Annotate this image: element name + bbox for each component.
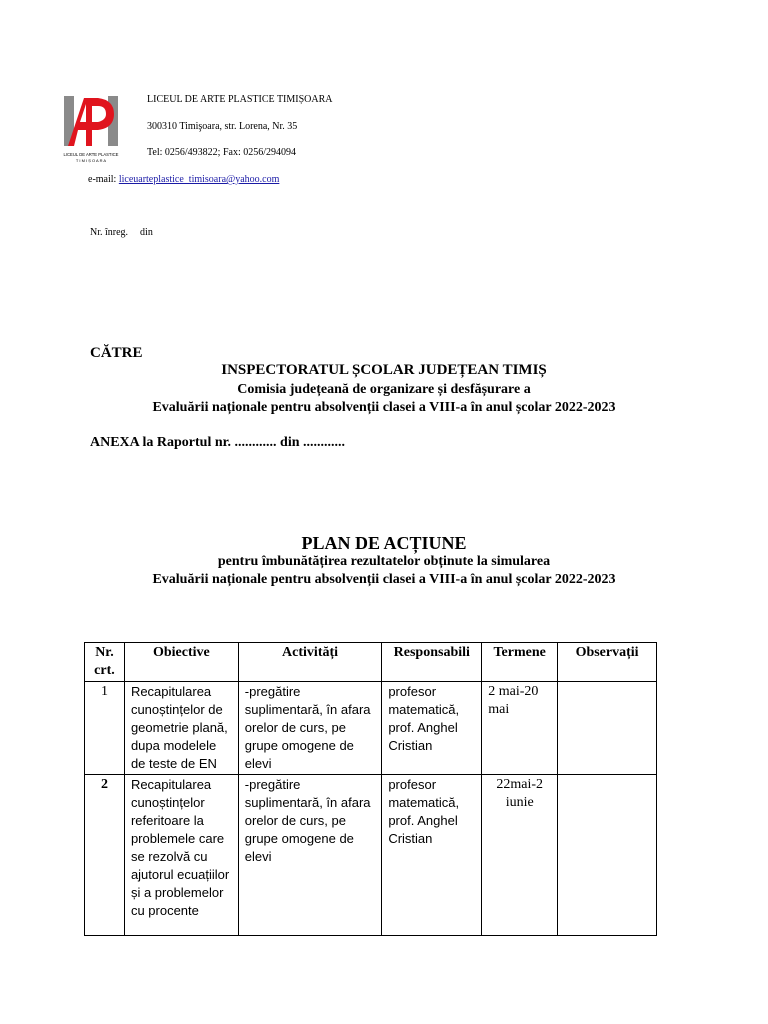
inspectorate-name: INSPECTORATUL ȘCOLAR JUDEȚEAN TIMIȘ (221, 362, 547, 378)
school-name: LICEUL DE ARTE PLASTICE TIMIȘOARA (147, 94, 333, 105)
cell-nr: 1 (85, 682, 125, 775)
registration-from: din (140, 227, 153, 238)
cell-obiective: Recapitularea cunoștințelor de geometrie plană, dupa modelele de teste de EN (124, 682, 238, 775)
plan-subtitle-2: Evaluării naționale pentru absolvenții clasei a VIII-a în anul școlar 2022-2023 (152, 572, 616, 587)
header-responsabili: Responsabili (382, 643, 482, 682)
evaluation-line: Evaluării naționale pentru absolvenții clasei a VIII-a în anul școlar 2022-2023 (152, 400, 616, 415)
header-nr: Nr. crt. (85, 643, 125, 682)
registration-line (90, 227, 153, 238)
logo-text-bottom: T I M I Ș O A R A (75, 158, 107, 163)
header-termene: Termene (482, 643, 558, 682)
table-header-row (85, 643, 657, 682)
commission-line: Comisia județeană de organizare și desfășurare a (237, 382, 531, 397)
school-address: 300310 Timişoara, str. Lorena, Nr. 35 (147, 121, 298, 132)
cell-termene: 2 mai-20 mai (482, 682, 558, 775)
addressee-to: CĂTRE (90, 345, 143, 361)
logo-graphic (62, 92, 120, 164)
school-phone: Tel: 0256/493822; Fax: 0256/294094 (147, 147, 297, 158)
table-row (85, 775, 657, 936)
logo-text-top: LICEUL DE ARTE PLASTICE (63, 152, 119, 157)
header-activitati: Activități (238, 643, 382, 682)
cell-responsabili: profesor matematică, prof. Anghel Cristian (382, 682, 482, 775)
cell-nr: 2 (85, 775, 125, 936)
cell-obiective: Recapitularea cunoștințelor referitoare la problemele care se rezolvă cu ajutorul ecuațiilor și a problemelor cu procente (124, 775, 238, 936)
action-plan-table (84, 642, 657, 936)
plan-title: PLAN DE ACȚIUNE (301, 533, 467, 553)
cell-responsabili: profesor matematică, prof. Anghel Cristian (382, 775, 482, 936)
email-link[interactable]: liceuarteplastice_timisoara@yahoo.com (118, 174, 280, 185)
cell-observatii (558, 775, 657, 936)
annex-line: ANEXA la Raportul nr. ............ din ............ (90, 435, 346, 450)
registration-label: Nr. înreg. (90, 227, 129, 238)
header-obiective: Obiective (124, 643, 238, 682)
cell-observatii (558, 682, 657, 775)
email-label: e-mail: (88, 174, 119, 185)
header-observatii: Observații (558, 643, 657, 682)
school-logo (62, 92, 120, 164)
cell-activitati: -pregătire suplimentară, în afara orelor de curs, pe grupe omogene de elevi (238, 682, 382, 775)
email-line (88, 174, 279, 185)
cell-activitati: -pregătire suplimentară, în afara orelor de curs, pe grupe omogene de elevi (238, 775, 382, 936)
cell-termene: 22mai-2 iunie (482, 775, 558, 936)
table-row (85, 682, 657, 775)
plan-subtitle: pentru îmbunătățirea rezultatelor obținute la simularea (217, 554, 551, 569)
